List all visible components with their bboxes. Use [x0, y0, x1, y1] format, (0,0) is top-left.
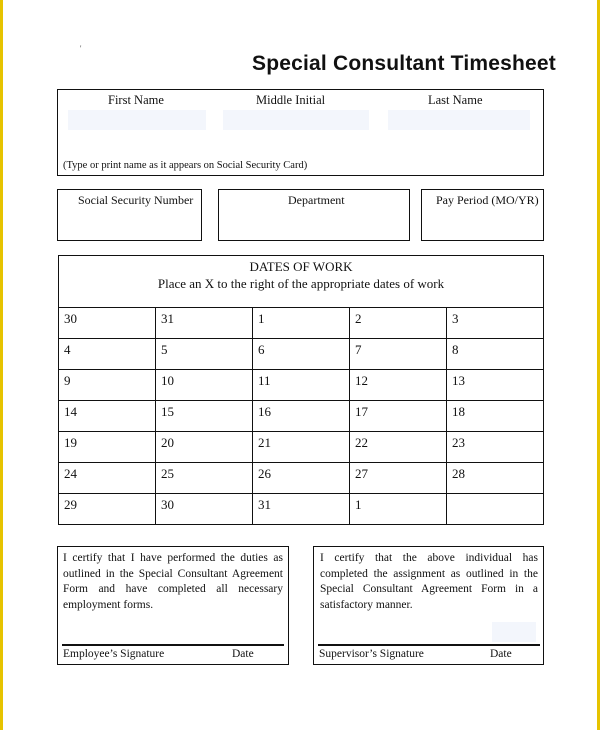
dates-heading: [58, 255, 544, 308]
department-box[interactable]: [218, 189, 410, 241]
stray-mark: ': [80, 44, 82, 53]
date-cell[interactable]: 21: [253, 432, 350, 463]
department-label: Department: [288, 193, 345, 207]
date-cell[interactable]: 1: [253, 308, 350, 339]
table-row: [59, 494, 544, 525]
ssn-box[interactable]: [57, 189, 202, 241]
date-cell[interactable]: 8: [447, 339, 544, 370]
date-cell[interactable]: 4: [59, 339, 156, 370]
page-title: Special Consultant Timesheet: [252, 52, 556, 75]
date-cell[interactable]: 5: [156, 339, 253, 370]
employee-signature-label: Employee’s Signature: [63, 648, 165, 660]
dates-instruction: Place an X to the right of the appropriate dates of work: [157, 276, 445, 291]
supervisor-date-field[interactable]: [492, 622, 536, 642]
name-section: [57, 89, 544, 176]
date-cell[interactable]: 13: [447, 370, 544, 401]
supervisor-signature-label: Supervisor’s Signature: [319, 648, 424, 660]
name-hint: (Type or print name as it appears on Social Security Card): [63, 160, 308, 171]
employee-cert-text: I certify that I have performed the duties as outlined in the Special Consultant Agreement Form and have completed all necessary employment forms.: [63, 552, 283, 611]
last-name-field[interactable]: [388, 110, 530, 130]
table-row: [59, 339, 544, 370]
supervisor-signature-line[interactable]: [318, 644, 540, 646]
date-cell[interactable]: 2: [350, 308, 447, 339]
date-cell[interactable]: 23: [447, 432, 544, 463]
ssn-label: Social Security Number: [78, 193, 194, 207]
date-cell[interactable]: 7: [350, 339, 447, 370]
employee-signature-line[interactable]: [62, 644, 284, 646]
table-row: [59, 432, 544, 463]
date-cell[interactable]: 24: [59, 463, 156, 494]
date-cell[interactable]: 30: [59, 308, 156, 339]
supervisor-certification: [313, 546, 544, 665]
date-cell[interactable]: 30: [156, 494, 253, 525]
date-cell[interactable]: 18: [447, 401, 544, 432]
date-cell[interactable]: 20: [156, 432, 253, 463]
table-row: [59, 308, 544, 339]
employee-certification: [57, 546, 289, 665]
date-cell[interactable]: 14: [59, 401, 156, 432]
date-cell[interactable]: 19: [59, 432, 156, 463]
date-cell[interactable]: 15: [156, 401, 253, 432]
date-cell[interactable]: 6: [253, 339, 350, 370]
middle-initial-field[interactable]: [223, 110, 369, 130]
date-cell[interactable]: [447, 494, 544, 525]
date-cell[interactable]: 16: [253, 401, 350, 432]
last-name-label: Last Name: [428, 93, 483, 107]
date-cell[interactable]: 28: [447, 463, 544, 494]
date-cell[interactable]: 22: [350, 432, 447, 463]
first-name-field[interactable]: [68, 110, 206, 130]
date-cell[interactable]: 29: [59, 494, 156, 525]
employee-date-label: Date: [232, 648, 254, 660]
table-row: [59, 401, 544, 432]
date-cell[interactable]: 31: [253, 494, 350, 525]
date-cell[interactable]: 31: [156, 308, 253, 339]
dates-table: [58, 307, 544, 525]
supervisor-cert-text: I certify that the above individual has completed the assignment as outlined in the Special Consultant Agreement Form in a satisfactory manner.: [320, 552, 538, 611]
date-cell[interactable]: 27: [350, 463, 447, 494]
supervisor-date-label: Date: [490, 648, 512, 660]
table-row: [59, 370, 544, 401]
date-cell[interactable]: 17: [350, 401, 447, 432]
dates-heading-title: DATES OF WORK: [249, 259, 353, 274]
date-cell[interactable]: 25: [156, 463, 253, 494]
pay-period-label: Pay Period (MO/YR): [436, 193, 539, 207]
date-cell[interactable]: 26: [253, 463, 350, 494]
date-cell[interactable]: 1: [350, 494, 447, 525]
first-name-label: First Name: [108, 93, 164, 107]
table-row: [59, 463, 544, 494]
date-cell[interactable]: 12: [350, 370, 447, 401]
middle-initial-label: Middle Initial: [256, 93, 326, 107]
pay-period-box[interactable]: [421, 189, 544, 241]
date-cell[interactable]: 10: [156, 370, 253, 401]
date-cell[interactable]: 11: [253, 370, 350, 401]
date-cell[interactable]: 9: [59, 370, 156, 401]
date-cell[interactable]: 3: [447, 308, 544, 339]
